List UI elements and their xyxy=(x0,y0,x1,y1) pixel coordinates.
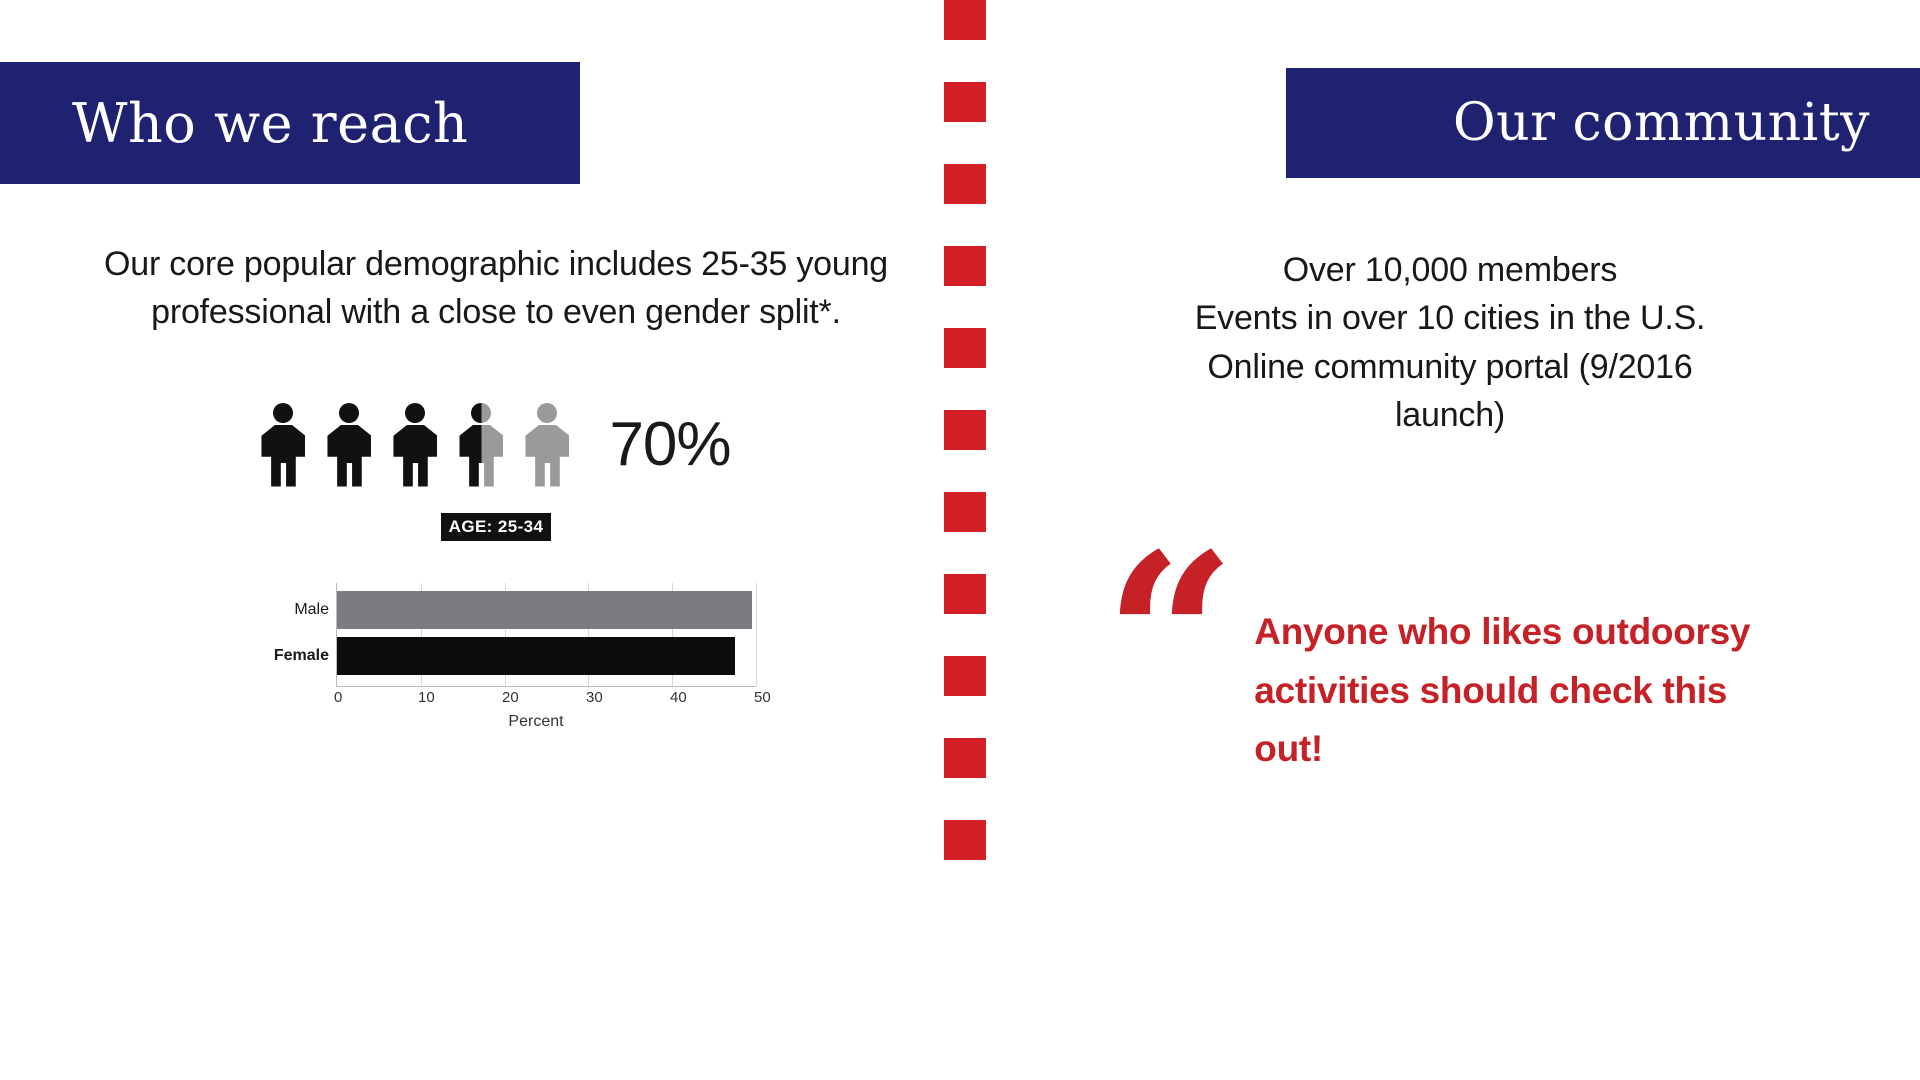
person-head xyxy=(537,403,557,423)
bar-chart-x-axis xyxy=(334,687,771,709)
divider-dash xyxy=(944,246,986,286)
divider-dash xyxy=(944,492,986,532)
bar-label-male: Male xyxy=(294,600,329,618)
bar-female xyxy=(337,637,735,675)
section-header-who-we-reach xyxy=(0,62,580,184)
divider-dash xyxy=(944,82,986,122)
demographic-description: Our core popular demographic includes 25-35 young professional with a close to even gender split*. xyxy=(103,245,889,332)
community-stat-line: launch) xyxy=(1394,395,1506,434)
dashed-divider xyxy=(944,0,986,1080)
divider-dash xyxy=(944,656,986,696)
person-body xyxy=(327,425,371,487)
community-stat-line: Online community portal (9/2016 xyxy=(1207,347,1693,386)
x-tick: 40 xyxy=(670,688,687,706)
age-range-badge xyxy=(96,513,896,541)
divider-dash xyxy=(944,820,986,860)
divider-dash xyxy=(944,574,986,614)
testimonial-quote xyxy=(1100,504,1800,778)
x-tick: 30 xyxy=(586,688,603,706)
age-range-badge-label: AGE: 25-34 xyxy=(441,513,552,541)
divider-dash xyxy=(944,328,986,368)
divider-dash xyxy=(944,164,986,204)
x-tick: 20 xyxy=(502,688,519,706)
person-icon-half xyxy=(459,403,503,487)
community-stat-line: Over 10,000 members xyxy=(1282,251,1618,289)
bar-row-female xyxy=(273,637,756,675)
bar-row-male xyxy=(294,591,756,629)
community-stat-line: Events in over 10 cities in the U.S. xyxy=(1194,299,1706,338)
x-tick: 0 xyxy=(334,688,343,706)
divider-dash xyxy=(944,0,986,40)
person-icon xyxy=(327,403,371,487)
gender-split-bar-chart xyxy=(273,583,771,731)
person-head xyxy=(339,403,359,423)
bar-chart-plot-area xyxy=(273,583,756,687)
bar-male xyxy=(337,591,752,629)
person-body xyxy=(261,425,305,487)
section-title-right: Our community xyxy=(1453,93,1870,153)
pictogram-percent-label: 70% xyxy=(609,410,731,480)
person-icon xyxy=(393,403,437,487)
section-header-our-community xyxy=(1286,68,1920,178)
x-tick: 50 xyxy=(754,688,771,706)
person-icon xyxy=(261,403,305,487)
person-head xyxy=(405,403,425,423)
bar-chart-x-axis-title: Percent xyxy=(508,712,564,730)
divider-dash xyxy=(944,738,986,778)
right-content-column xyxy=(1100,246,1800,778)
grid-line xyxy=(756,583,757,686)
person-icon-muted xyxy=(525,403,569,487)
pictogram-chart xyxy=(96,403,896,487)
quote-mark-icon: “ xyxy=(1104,504,1229,775)
person-body xyxy=(393,425,437,487)
bar-label-female: Female xyxy=(273,646,329,664)
community-stats xyxy=(1100,246,1800,439)
divider-dash xyxy=(944,410,986,450)
section-title-left: Who we reach xyxy=(72,91,469,155)
person-head xyxy=(273,403,293,423)
person-body xyxy=(525,425,569,487)
left-content-column xyxy=(96,240,896,731)
x-tick: 10 xyxy=(418,688,435,706)
quote-text: Anyone who likes outdoorsy activities should check this out! xyxy=(1254,611,1751,769)
